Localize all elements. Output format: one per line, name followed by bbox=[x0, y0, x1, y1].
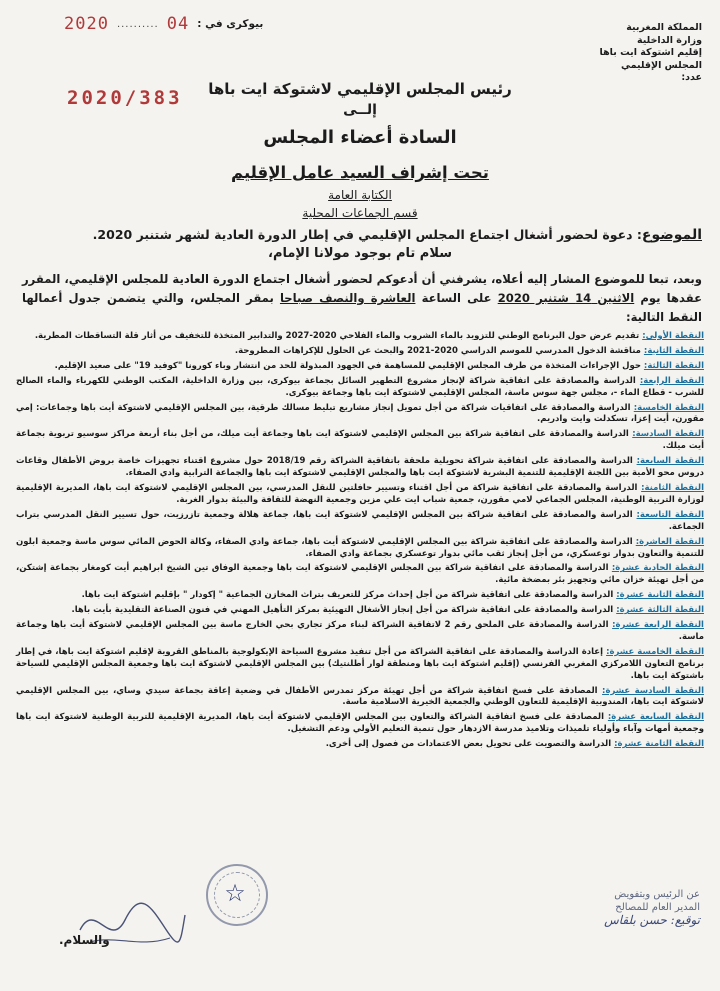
body-part-2: على الساعة bbox=[415, 291, 498, 305]
agenda-item-label: النقطة الثامنة عشرة: bbox=[614, 739, 704, 750]
agenda-item-text: المصادقة على فسخ اتفاقية الشراكة والتعاون بين المجلس الإقليمي لاشتوكة أيت باها، المديرية الإقليمية للتربية الوطنية لاشتوكة ايت باها وجمعية أمهات وآباء وأولياء تلميذات وتلاميذ مدرسة الازدهار حول تنمية التعليم الأولي ودعم التشغيل. bbox=[16, 712, 704, 735]
agenda-item-label: النقطة السادسة: bbox=[632, 429, 704, 440]
subject-label: الموضوع bbox=[641, 227, 702, 243]
agenda-item-label: النقطة الرابعة: bbox=[639, 375, 704, 386]
header-line: المملكة المغربية bbox=[626, 22, 702, 33]
agenda-item bbox=[16, 510, 704, 534]
star-icon: ☆ bbox=[224, 879, 246, 907]
agenda-item-label: النقطة الحادية عشرة: bbox=[611, 563, 704, 574]
agenda-item bbox=[16, 429, 704, 453]
agenda-item bbox=[16, 376, 704, 400]
agenda-item-label: النقطة السابعة: bbox=[636, 456, 704, 467]
agenda-item bbox=[16, 590, 704, 602]
agenda-item-label: النقطة الثانية عشرة: bbox=[616, 590, 704, 601]
agenda-item-text: حول الإجراءات المتخذة من طرف المجلس الإقليمي للمساهمة في الجهود المبذولة للحد من انتشار وباء كورونا "كوفيد 19" على صعيد الإقليم. bbox=[54, 360, 641, 371]
date-line bbox=[64, 14, 263, 34]
agenda-item-text: الدراسة والمصادقة على اتفاقية شراكة من أجل اقتناء وتسيير حافلتين للنقل المدرسي، بين المجلس الإقليمي لاشتوكة ايت باها، المديرية الإقليمية لوزارة التربية الوطنية، المجلس الجماعي لامي مقورن، جمعية شباب ايت علي مزين وجمعية النهضة للثقافة والبيئة بدوار الغربة. bbox=[16, 482, 704, 505]
section-line: قسم الجماعات المحلية bbox=[302, 206, 418, 220]
agenda-item-label: النقطة السابعة عشرة: bbox=[607, 712, 705, 723]
subject-line bbox=[30, 226, 702, 244]
agenda-item bbox=[16, 331, 704, 343]
agenda-item-label: النقطة العاشرة: bbox=[635, 536, 705, 547]
agenda-item bbox=[16, 361, 704, 373]
agenda-item-label: النقطة الأولى: bbox=[642, 331, 704, 341]
agenda-item bbox=[16, 346, 704, 358]
to-label: إلــى bbox=[343, 102, 377, 118]
department-line: الكتابة العامة bbox=[328, 188, 392, 202]
agenda-item bbox=[16, 403, 704, 427]
agenda-item-label: النقطة التاسعة: bbox=[636, 509, 704, 520]
signature-name: توقيع: حسن بلقاس bbox=[604, 913, 700, 927]
meeting-time: العاشرة والنصف صباحا bbox=[279, 291, 416, 305]
body-part-1: وبعد، تبعا للموضوع المشار إليه أعلاه، يشرفني أن أدعوكم لحضور أشغال اجتماع الدورة العادية للمجلس الإقليمي، المقرر عقدها يوم bbox=[22, 272, 702, 305]
agenda-item-label: النقطة الخامسة: bbox=[633, 402, 704, 413]
signature-role: المدير العام للمصالح bbox=[615, 902, 700, 913]
header-line: المجلس الإقليمي bbox=[621, 59, 702, 71]
agenda-item-label: النقطة الثانية: bbox=[643, 345, 704, 356]
reference-number-stamp: 2020/383 bbox=[67, 87, 183, 109]
agenda-item bbox=[16, 537, 704, 561]
agenda-item-label: النقطة السادسة عشرة: bbox=[602, 685, 705, 696]
agenda-item-text: الدراسة والمصادقة على اتفاقية شراكة بين المجلس الإقليمي لاشتوكة أيت باها، جماعة وادي الصفاء، وكالة الحوض المائي سوس ماسة وجمعية ابلون للتنمية والتعاون بدوار توعسكري، من أجل إنجاز ثقب مائي بدوار توعسكري بجماعة وادي الصفاء. bbox=[16, 536, 704, 559]
body-part-3: بمقر المجلس، والتي يتضمن جدول أعمالها النقط التالية: bbox=[22, 291, 702, 324]
agenda-item bbox=[16, 739, 704, 751]
closing-salutation: والسلام. bbox=[59, 933, 110, 947]
sender-title: رئيس المجلس الإقليمي لاشتوكة ايت باها bbox=[208, 80, 512, 98]
meeting-date: الاثنين 14 شتنبر 2020 bbox=[497, 291, 635, 305]
agenda-item-text: الدراسة والمصادقة على اتفاقية شراكة بين المجلس الإقليمي لاشتوكة ايت باها وجمعية الوفاق تين الشيخ ابراهيم أيت كومغار بجماعة إشتكن، من أجل تهيئة خزان مائي وتجهيز بئر بمضخة مائية. bbox=[16, 563, 704, 586]
supervision-line: تحت إشراف السيد عامل الإقليم bbox=[231, 163, 489, 182]
agenda-item-text: الدراسة والمصادقة على اتفاقية شراكة تحويلية ملحقة باتفاقية الشراكة رقم 2018/19 حول مشروع اقتناء تجهيزات خاصة بروض الأطفال وقاعات دروس محو الأمية بين اللجنة الإقليمية للتنمية البشرية لاشتوكة ايت باها والمجلس الإقليمي لاشتوكة ايت باها والجماعة الترابية وادي الصفاء. bbox=[16, 456, 704, 479]
invitation-paragraph bbox=[22, 270, 702, 327]
agenda-item-text: مناقشة الدخول المدرسي للموسم الدراسي 2020-2021 والبحث عن الحلول للإكراهات المطروحة. bbox=[234, 345, 641, 356]
date-place: بيوكرى في : bbox=[197, 18, 264, 30]
agenda-item-text: تقديم عرض حول البرنامج الوطني للتزويد بالماء الشروب والماء الفلاحي 2020-2027 والتدابير المتخذة للتخفيف من أثار قلة التساقطات المطرية. bbox=[34, 331, 640, 341]
date-handwritten: 04 bbox=[166, 14, 190, 34]
agenda-item bbox=[16, 647, 704, 683]
agenda-item-text: الدراسة والتصويت على تحويل بعض الاعتمادات من فصول إلى أخرى. bbox=[325, 739, 612, 750]
signature-delegation: عن الرئيس وبتفويض bbox=[614, 889, 700, 900]
agenda-item-label: النقطة الرابعة عشرة: bbox=[612, 620, 704, 631]
agenda-item-text: المصادقة على فسخ اتفاقية شراكة من أجل تهيئة مركز تمدرس الأطفال في وضعية إعاقة بجماعة سيدي وساي، بين المجلس الإقليمي لاشتوكة ايت باها، المندوبية الإقليمية للتعاون الوطني والجمعية الخيرية الاسلامية ماسة. bbox=[16, 685, 704, 708]
agenda-item bbox=[16, 456, 704, 480]
agenda-item bbox=[16, 712, 704, 736]
handwritten-signature bbox=[70, 890, 190, 960]
agenda-item bbox=[16, 620, 704, 644]
agenda-list bbox=[16, 331, 704, 754]
agenda-item-text: الدراسة والمصادقة على اتفاقية شراكة من أجل إحداث مركز للتعريف بتراث المخازن الجماعية " إكودار " بإقليم اشتوكة ايت باها. bbox=[81, 590, 614, 601]
greeting: سلام تام بوجود مولانا الإمام، bbox=[268, 246, 452, 261]
agenda-item bbox=[16, 563, 704, 587]
agenda-item-text: الدراسة والمصادقة على اتفاقيات شراكة من أجل تمويل إنجاز مشاريع تبليط مسالك طرقية، بين المجلس الإقليمي لاشتوكة أيت باها وجماعات: إمي مقورن، أيت إعزا، تسكدلت وايت وادريم. bbox=[16, 402, 704, 425]
agenda-item-text: الدراسة والمصادقة على اتفاقية شراكة بين المجلس الإقليمي لاشتوكة ايت باها، جماعة هلالة وجمعية تازرزيت، حول تسيير النقل المدرسي بتراب الجماعة. bbox=[16, 509, 704, 532]
subject-text: : دعوة لحضور أشغال اجتماع المجلس الإقليمي في إطار الدورة العادية لشهر شتنبر 2020. bbox=[92, 227, 642, 242]
agenda-item-text: الدراسة والمصادقة على اتفاقية شراكة بين المجلس الإقليمي لاشتوكة ايت باها وجماعة أيت ميلك، من أجل بناء أربعة مراكز سوسيو تربوية بجماعة أيت ميلك. bbox=[16, 429, 704, 452]
agenda-item-text: الدراسة والمصادقة على اتفاقية شراكة لإنجاز مشروع التطهير السائل بجماعة بيوكرى، بين وزارة الداخلية، المكتب الوطني للكهرباء والماء الصالح للشرب - قطاع الماء -، مجلس جهة سوس ماسة، المجلس الإقليمي لاشتوكة ايت باها وجماعة بيوكرى. bbox=[16, 375, 704, 398]
signature-block bbox=[560, 888, 700, 927]
recipients-title: السادة أعضاء المجلس bbox=[263, 127, 457, 148]
agenda-item bbox=[16, 483, 704, 507]
date-dots: .......... bbox=[116, 18, 159, 30]
agenda-item-label: النقطة الخامسة عشرة: bbox=[606, 646, 704, 657]
date-stamp-year: 2020 bbox=[64, 14, 109, 34]
header-line: إقليم اشتوكة ايت باها bbox=[599, 47, 702, 58]
agenda-item-label: النقطة الثالثة: bbox=[643, 360, 704, 371]
header-line: عدد: bbox=[681, 72, 702, 83]
agenda-item-text: الدراسة والمصادقة على الملحق رقم 2 لاتفاقية الشراكة لبناء مركز تجاري بحي الخارج ماسة بين المجلس الإقليمي لاشتوكة أيت باها وجماعة ماسة. bbox=[16, 620, 704, 642]
agenda-item-label: النقطة الثامنة: bbox=[641, 482, 704, 493]
administrative-header bbox=[562, 22, 702, 85]
agenda-item-text: إعادة الدراسة والمصادقة على اتفاقية الشراكة من أجل تنفيذ مشروع السياحة الإيكولوجية بالمناطق القروية لإقليم اشتوكة ايت باها، في إطار برنامج التعاون اللامركزي المغربي الفرنسي (إقليم اشتوكة ايت باها ومنطقة لوار أطلنتيك) بين المجلس الإقليمي لاشتوكة ايت باها وجمعية المجلس الإقليمي للسياحة باشتوكة ايت باها. bbox=[16, 646, 704, 681]
agenda-item-text: الدراسة والمصادقة على اتفاقية شراكة من أجل إنجاز الأشغال التهيئية بمركز التأهيل المهني في فنون الصناعة التقليدية بأيت باها. bbox=[71, 605, 614, 616]
agenda-item bbox=[16, 605, 704, 617]
agenda-item-label: النقطة الثالثة عشرة: bbox=[616, 605, 704, 616]
header-line: وزارة الداخلية bbox=[637, 34, 702, 46]
agenda-item bbox=[16, 686, 704, 710]
